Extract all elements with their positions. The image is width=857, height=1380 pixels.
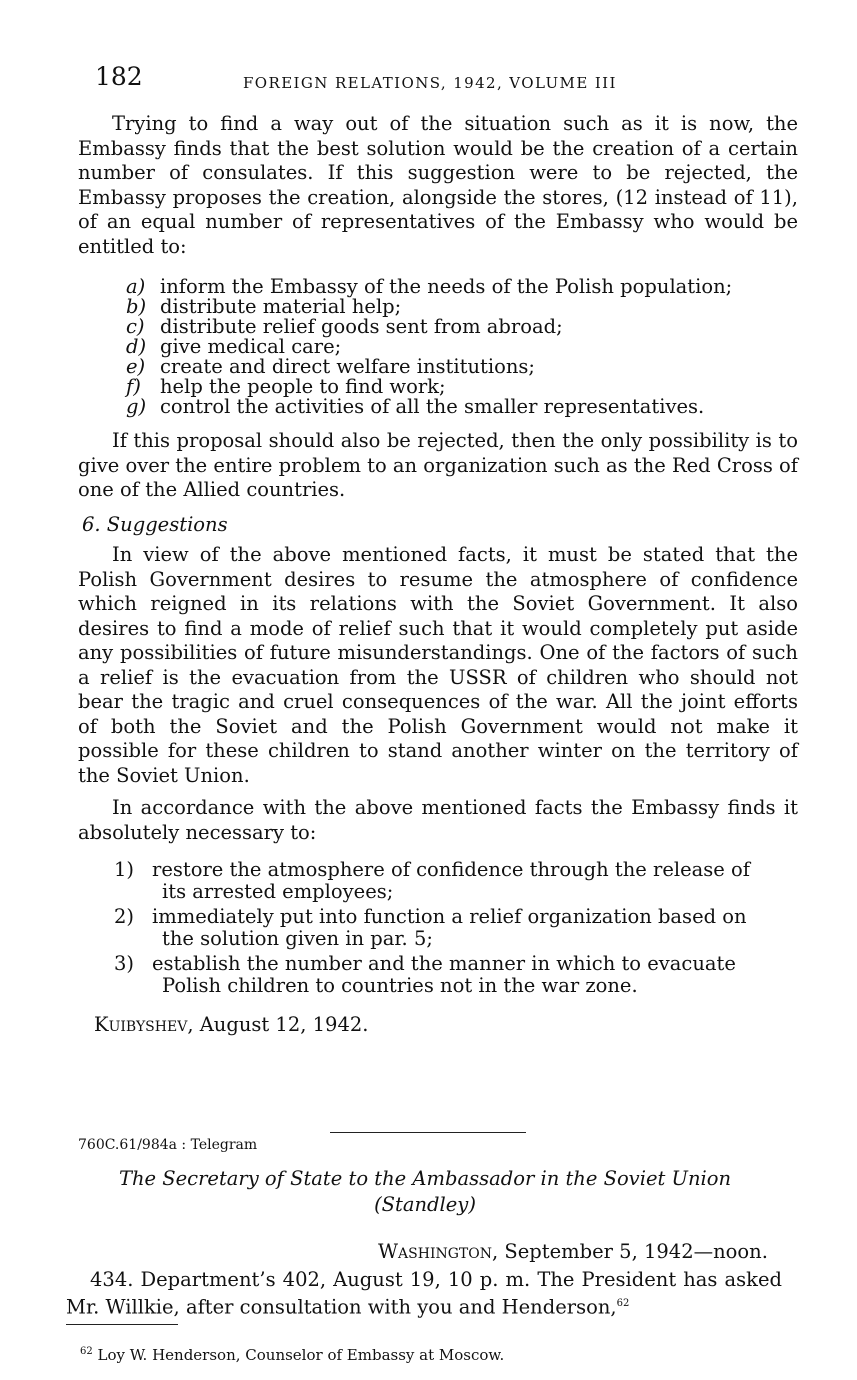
document-body bbox=[78, 112, 798, 1038]
document-id: 760C.61/984a : Telegram bbox=[78, 1137, 258, 1153]
page-number: 182 bbox=[95, 62, 143, 91]
list-item bbox=[126, 297, 798, 317]
list-marker: g) bbox=[126, 395, 147, 418]
numbered-item-line: immediately put into function a relief organization based on bbox=[152, 905, 747, 928]
sign-date: , August 12, 1942. bbox=[187, 1013, 369, 1036]
footnote-divider bbox=[66, 1324, 178, 1325]
dateline-place: Washington bbox=[378, 1240, 492, 1263]
paragraph-consulates: Trying to find a way out of the situation such as it is now, the Embassy finds that the best solution would be the creation of a certain number of consulates. If this suggestion were to be rejected, the Embassy proposes the creation, alongside the stores, (12 instead of 11), of an equal number of representatives of the Embassy who would be entitled to: bbox=[78, 112, 798, 258]
numbered-list bbox=[114, 859, 798, 997]
list-item-text: control the activities of all the smaller representatives. bbox=[160, 395, 705, 418]
numbered-item bbox=[114, 953, 798, 997]
footnote bbox=[80, 1346, 504, 1364]
numbered-item bbox=[114, 859, 798, 903]
telegram-body: 434. Department’s 402, August 19, 10 p. m. The President has asked Mr. Willkie, after consultation with you and Henderson, bbox=[66, 1268, 782, 1319]
page-header bbox=[95, 62, 775, 98]
numbered-marker: 3) bbox=[114, 952, 135, 975]
list-marker: a) bbox=[126, 275, 146, 298]
signature-line bbox=[94, 1013, 798, 1038]
list-item-text: give medical care; bbox=[160, 335, 342, 358]
list-marker: e) bbox=[126, 355, 146, 378]
numbered-item-line: establish the number and the manner in which to evacuate bbox=[152, 952, 736, 975]
sign-place: Kuibyshev bbox=[94, 1013, 188, 1036]
list-marker: c) bbox=[126, 315, 145, 338]
numbered-marker: 1) bbox=[114, 858, 135, 881]
document-title bbox=[80, 1166, 770, 1218]
list-marker: d) bbox=[126, 335, 147, 358]
numbered-item bbox=[114, 906, 798, 950]
duties-list bbox=[126, 277, 798, 417]
list-item bbox=[126, 277, 798, 297]
list-marker: b) bbox=[126, 295, 147, 318]
list-item bbox=[126, 357, 798, 377]
dateline bbox=[378, 1240, 768, 1263]
title-line: The Secretary of State to the Ambassador in the Soviet Union bbox=[118, 1167, 732, 1190]
telegram-text bbox=[66, 1268, 782, 1320]
footnote-number: 62 bbox=[80, 1346, 93, 1357]
list-item-text: help the people to find work; bbox=[160, 375, 446, 398]
list-item-text: create and direct welfare institutions; bbox=[160, 355, 535, 378]
numbered-item-line: the solution given in par. 5; bbox=[162, 927, 433, 950]
list-marker: f) bbox=[126, 375, 141, 398]
numbered-item-line: its arrested employees; bbox=[162, 880, 394, 903]
list-item bbox=[126, 317, 798, 337]
title-line: (Standley) bbox=[374, 1193, 476, 1216]
paragraph-suggestions: In view of the above mentioned facts, it must be stated that the Polish Government desires to resume the atmosphere of confidence which reigned in its relations with the Soviet Government. It also desires to find a mode of relief such that it would completely put aside any possibilities of future misunderstandings. One of the factors of such a relief is the evacuation from the USSR of children who should not bear the tragic and cruel consequences of the war. All the joint efforts of both the Soviet and the Polish Government would not make it possible for these children to stand another winter on the territory of the Soviet Union. bbox=[78, 543, 798, 787]
list-item-text: distribute relief goods sent from abroad; bbox=[160, 315, 563, 338]
section-heading-suggestions: 6. Suggestions bbox=[82, 512, 228, 536]
footnote-text: Loy W. Henderson, Counselor of Embassy at Moscow. bbox=[97, 1346, 505, 1364]
list-item bbox=[126, 337, 798, 357]
paragraph-necessary: In accordance with the above mentioned facts the Embassy finds it absolutely necessary to: bbox=[78, 796, 798, 844]
section-divider bbox=[330, 1132, 526, 1133]
dateline-date: , September 5, 1942—noon. bbox=[491, 1240, 768, 1263]
list-item-text: distribute material help; bbox=[160, 295, 402, 318]
list-item bbox=[126, 377, 798, 397]
footnote-reference: 62 bbox=[616, 1298, 630, 1309]
numbered-marker: 2) bbox=[114, 905, 135, 928]
numbered-item-line: restore the atmosphere of confidence through the release of bbox=[152, 858, 750, 881]
list-item-text: inform the Embassy of the needs of the Polish population; bbox=[160, 275, 733, 298]
paragraph-red-cross: If this proposal should also be rejected, then the only possibility is to give over the entire problem to an organization such as the Red Cross of one of the Allied countries. bbox=[78, 429, 799, 501]
numbered-item-line: Polish children to countries not in the war zone. bbox=[162, 974, 638, 997]
running-head: FOREIGN RELATIONS, 1942, VOLUME III bbox=[243, 74, 617, 92]
list-item bbox=[126, 397, 798, 417]
